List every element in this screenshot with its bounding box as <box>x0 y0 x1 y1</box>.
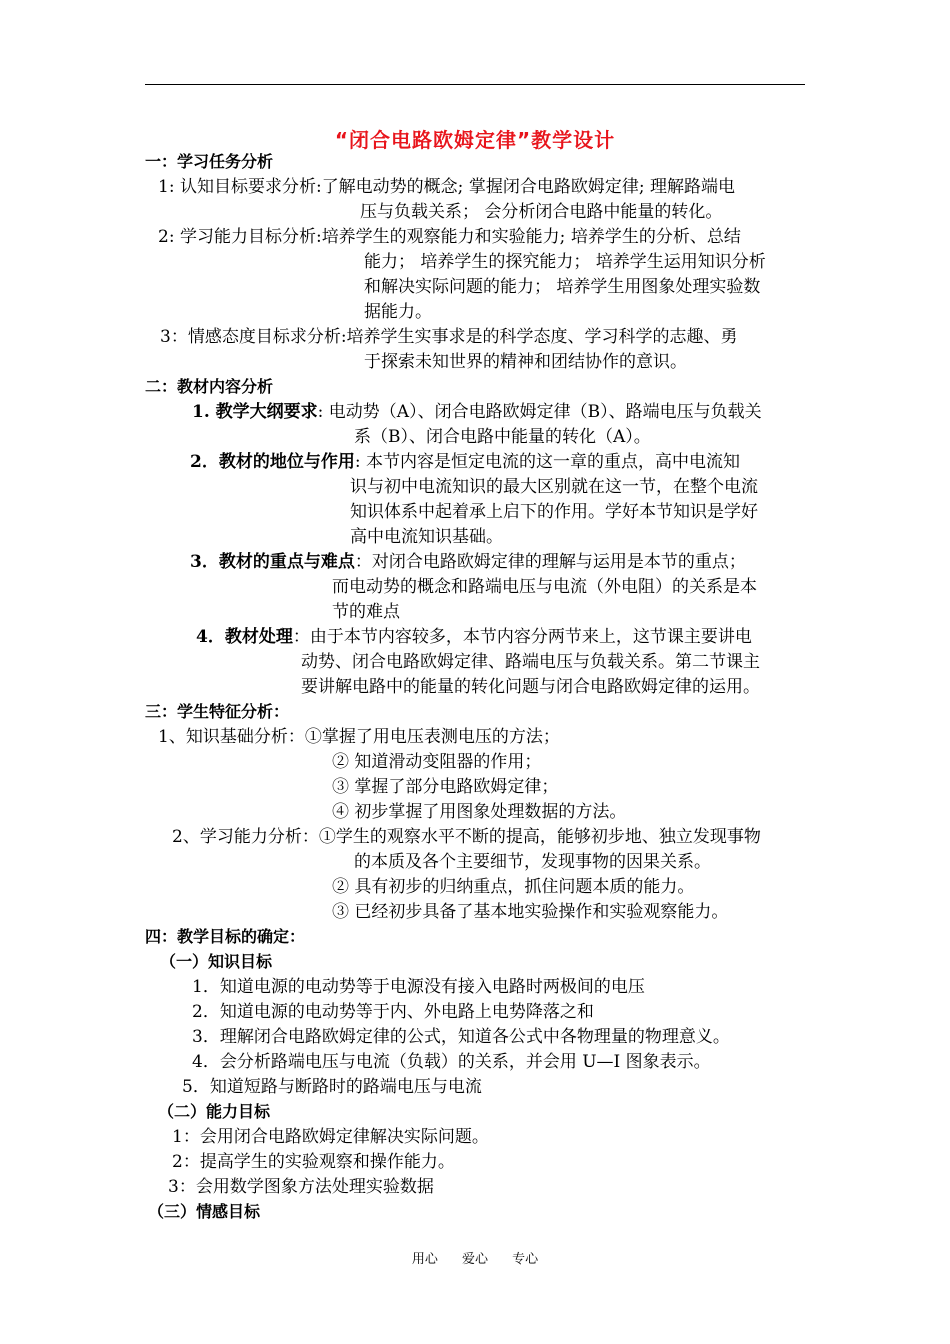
item-label: 1: 认知目标要求分析: <box>158 177 322 197</box>
item-label: 1. 教学大纲要求 <box>192 402 318 422</box>
paragraph-line: 于探索未知世界的精神和团结协作的意识。 <box>364 352 687 372</box>
section-heading: 二：教材内容分析 <box>145 377 274 396</box>
paragraph-line <box>158 176 735 198</box>
paragraph-line: 动势、闭合电路欧姆定律、路端电压与负载关系。第二节课主 <box>301 652 760 672</box>
paragraph-line: 能力； 培养学生的探究能力； 培养学生运用知识分析 <box>364 252 766 272</box>
item-label: 2．教材的地位与作用 <box>190 452 355 472</box>
section-heading: 三：学生特征分析： <box>145 702 290 721</box>
list-item: 2：提高学生的实验观察和操作能力。 <box>172 1152 455 1172</box>
header-rule <box>145 84 805 85</box>
list-item: 5．知道短路与断路时的路端电压与电流 <box>182 1077 482 1097</box>
item-text: ①学生的观察水平不断的提高，能够初步地、独立发现事物 <box>318 827 761 847</box>
paragraph-line <box>196 626 752 648</box>
paragraph-line <box>190 551 746 573</box>
paragraph-line: ② 知道滑动变阻器的作用； <box>332 752 542 772</box>
paragraph-line: 高中电流知识基础。 <box>350 527 503 547</box>
item-label: 4．教材处理 <box>196 627 293 647</box>
subsection-heading: （一）知识目标 <box>160 952 273 971</box>
item-label: 1、知识基础分析： <box>158 727 305 747</box>
paragraph-line: ④ 初步掌握了用图象处理数据的方法。 <box>332 802 627 822</box>
item-text: : 电动势（A）、闭合电路欧姆定律（B）、路端电压与负载关 <box>317 402 762 422</box>
paragraph-line: 压与负载关系； 会分析闭合电路中能量的转化。 <box>360 202 723 222</box>
item-text: ：由于本节内容较多，本节内容分两节来上，这节课主要讲电 <box>292 627 752 647</box>
paragraph-line: ② 具有初步的归纳重点，抓住问题本质的能力。 <box>332 877 695 897</box>
item-text: : 本节内容是恒定电流的这一章的重点，高中电流知 <box>354 452 740 472</box>
paragraph-line: ③ 已经初步具备了基本地实验操作和实验观察能力。 <box>332 902 729 922</box>
list-item: 1：会用闭合电路欧姆定律解决实际问题。 <box>172 1127 489 1147</box>
paragraph-line: 要讲解电路中的能量的转化问题与闭合电路欧姆定律的运用。 <box>301 677 760 697</box>
paragraph-line: 知识体系中起着承上启下的作用。学好本节知识是学好 <box>350 502 758 522</box>
paragraph-line <box>172 826 761 848</box>
item-label: 3：情感态度目标求分析: <box>160 327 347 347</box>
paragraph-line: 的本质及各个主要细节，发现事物的因果关系。 <box>354 852 711 872</box>
subsection-heading: （三）情感目标 <box>148 1202 261 1221</box>
paragraph-line: 据能力。 <box>364 302 432 322</box>
paragraph-line: ③ 掌握了部分电路欧姆定律； <box>332 777 559 797</box>
paragraph-line <box>192 401 762 423</box>
item-label: 2: 学习能力目标分析: <box>158 227 322 247</box>
item-text: ：对闭合电路欧姆定律的理解与运用是本节的重点； <box>354 552 746 572</box>
paragraph-line <box>158 726 560 748</box>
item-text: 培养学生实事求是的科学态度、学习科学的志趣、勇 <box>346 327 738 347</box>
item-label: 3．教材的重点与难点 <box>190 552 355 572</box>
paragraph-line: 节的难点 <box>332 602 400 622</box>
list-item: 1．知道电源的电动势等于电源没有接入电路时两极间的电压 <box>192 977 645 997</box>
list-item: 3：会用数学图象方法处理实验数据 <box>168 1177 434 1197</box>
section-heading: 四：教学目标的确定： <box>145 927 306 946</box>
page-footer: 用心 爱心 专心 <box>411 1252 539 1267</box>
list-item: 3．理解闭合电路欧姆定律的公式，知道各公式中各物理量的物理意义。 <box>192 1027 730 1047</box>
item-label: 2、学习能力分析： <box>172 827 319 847</box>
paragraph-line <box>190 451 740 473</box>
item-text: ①掌握了用电压表测电压的方法； <box>304 727 560 747</box>
section-heading: 一：学习任务分析 <box>145 152 274 171</box>
paragraph-line: 识与初中电流知识的最大区别就在这一节，在整个电流 <box>350 477 758 497</box>
document-title: “闭合电路欧姆定律”教学设计 <box>334 128 616 152</box>
subsection-heading: （二）能力目标 <box>158 1102 271 1121</box>
paragraph-line <box>158 226 741 248</box>
paragraph-line <box>160 326 738 348</box>
list-item: 4．会分析路端电压与电流（负载）的关系，并会用 U—I 图象表示。 <box>192 1052 711 1072</box>
list-item: 2．知道电源的电动势等于内、外电路上电势降落之和 <box>192 1002 594 1022</box>
item-text: 培养学生的观察能力和实验能力; 培养学生的分析、总结 <box>321 227 741 247</box>
paragraph-line: 而电动势的概念和路端电压与电流（外电阻）的关系是本 <box>332 577 757 597</box>
item-text: 了解电动势的概念; 掌握闭合电路欧姆定律; 理解路端电 <box>321 177 735 197</box>
paragraph-line: 系（B）、闭合电路中能量的转化（A）。 <box>354 427 651 447</box>
paragraph-line: 和解决实际问题的能力； 培养学生用图象处理实验数 <box>364 277 761 297</box>
